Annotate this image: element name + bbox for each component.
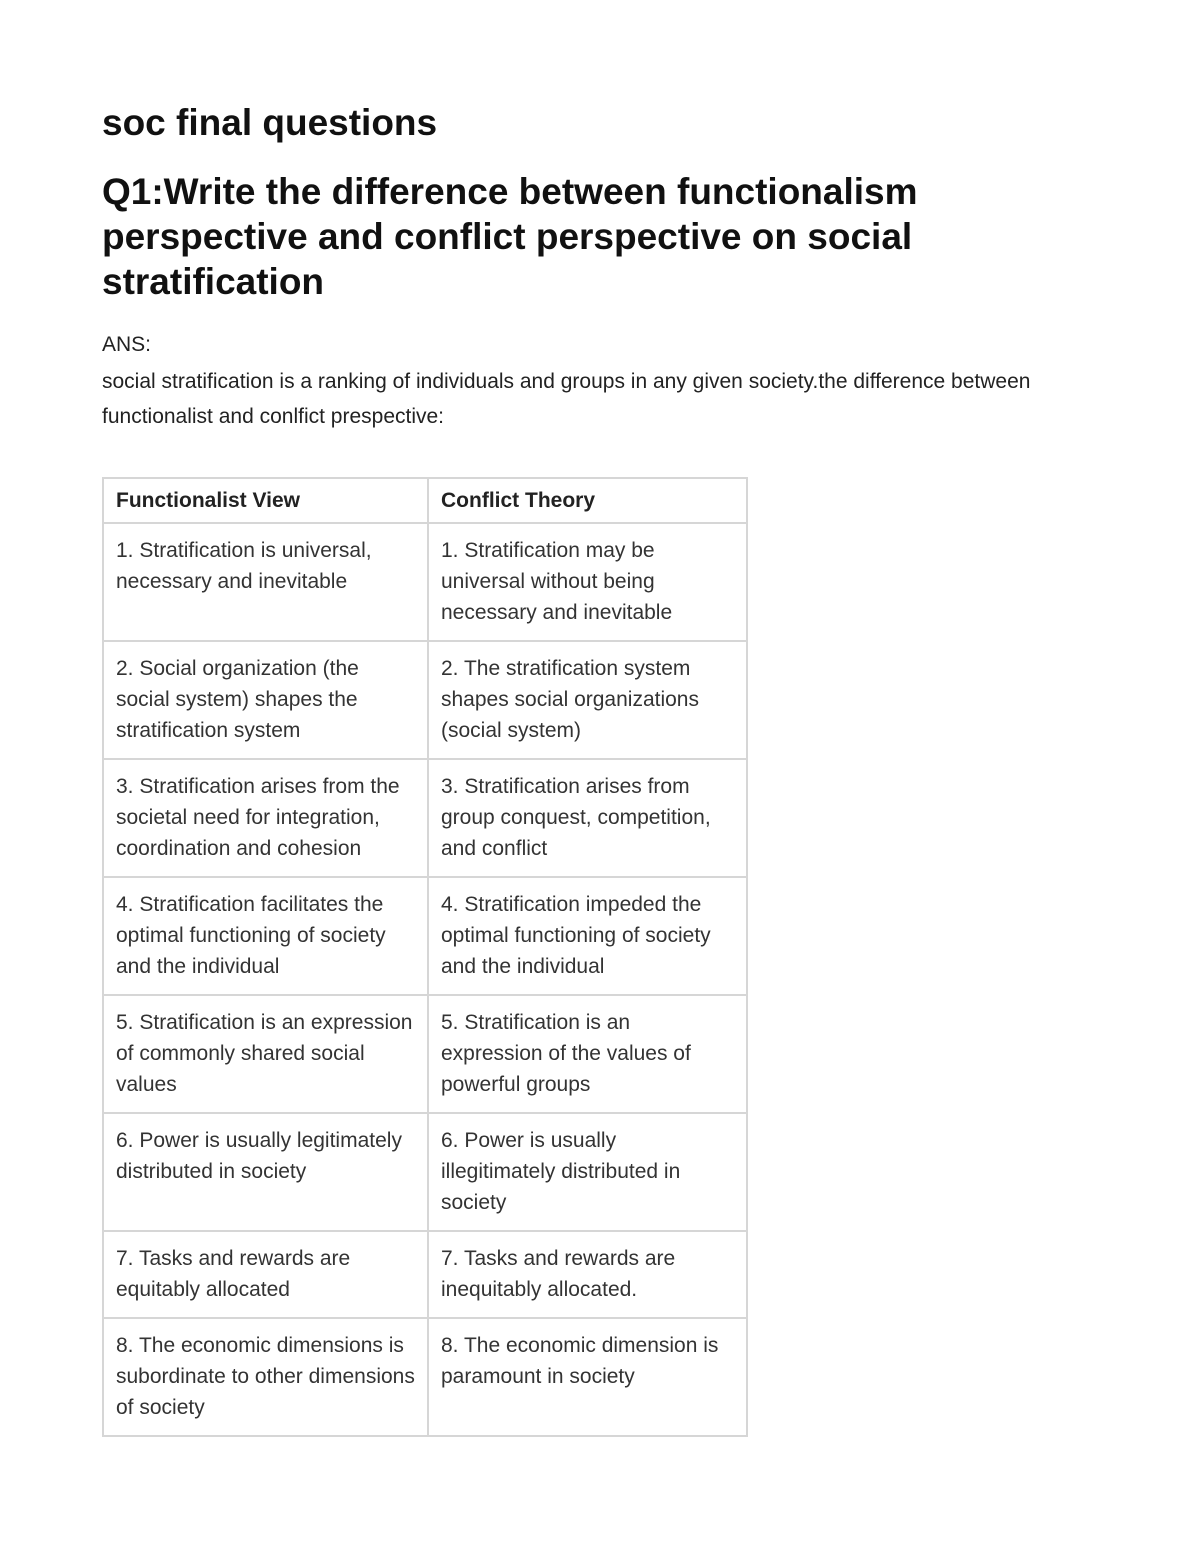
question-heading: Q1:Write the difference between functionalism perspective and conflict perspective on social stratification <box>102 171 918 302</box>
table-cell-conflict: 5. Stratification is an expression of the values of powerful groups <box>428 995 747 1113</box>
table-cell-functionalist: 7. Tasks and rewards are equitably allocated <box>103 1231 428 1318</box>
table-cell-conflict: 1. Stratification may be universal without being necessary and inevitable <box>428 523 747 641</box>
table-header-row <box>103 478 747 523</box>
answer-text: social stratification is a ranking of individuals and groups in any given society.the difference between functionalist and conlfict prespective: <box>102 370 1031 428</box>
table-cell-functionalist: 3. Stratification arises from the societal need for integration, coordination and cohesion <box>103 759 428 877</box>
document-title: soc final questions <box>102 102 438 143</box>
table-cell-conflict: 3. Stratification arises from group conquest, competition, and conflict <box>428 759 747 877</box>
table-row <box>103 995 747 1113</box>
table-row <box>103 523 747 641</box>
table-cell-conflict: 4. Stratification impeded the optimal functioning of society and the individual <box>428 877 747 995</box>
table-cell-functionalist: 6. Power is usually legitimately distributed in society <box>103 1113 428 1231</box>
table-row <box>103 641 747 759</box>
table-cell-conflict: 7. Tasks and rewards are inequitably allocated. <box>428 1231 747 1318</box>
table-cell-conflict: 8. The economic dimension is paramount in society <box>428 1318 747 1436</box>
table-row <box>103 1318 747 1436</box>
table-row <box>103 877 747 995</box>
table-cell-functionalist: 8. The economic dimensions is subordinate to other dimensions of society <box>103 1318 428 1436</box>
table-row <box>103 1113 747 1231</box>
table-cell-conflict: 6. Power is usually illegitimately distributed in society <box>428 1113 747 1231</box>
table-cell-functionalist: 1. Stratification is universal, necessary and inevitable <box>103 523 428 641</box>
table-cell-functionalist: 4. Stratification facilitates the optimal functioning of society and the individual <box>103 877 428 995</box>
table-cell-functionalist: 2. Social organization (the social system) shapes the stratification system <box>103 641 428 759</box>
table-cell-functionalist: 5. Stratification is an expression of commonly shared social values <box>103 995 428 1113</box>
table-row <box>103 759 747 877</box>
column-header-functionalist: Functionalist View <box>103 478 428 523</box>
table-row <box>103 1231 747 1318</box>
answer-label: ANS: <box>102 333 152 356</box>
table-cell-conflict: 2. The stratification system shapes social organizations (social system) <box>428 641 747 759</box>
column-header-conflict: Conflict Theory <box>428 478 747 523</box>
comparison-table <box>102 477 748 1437</box>
